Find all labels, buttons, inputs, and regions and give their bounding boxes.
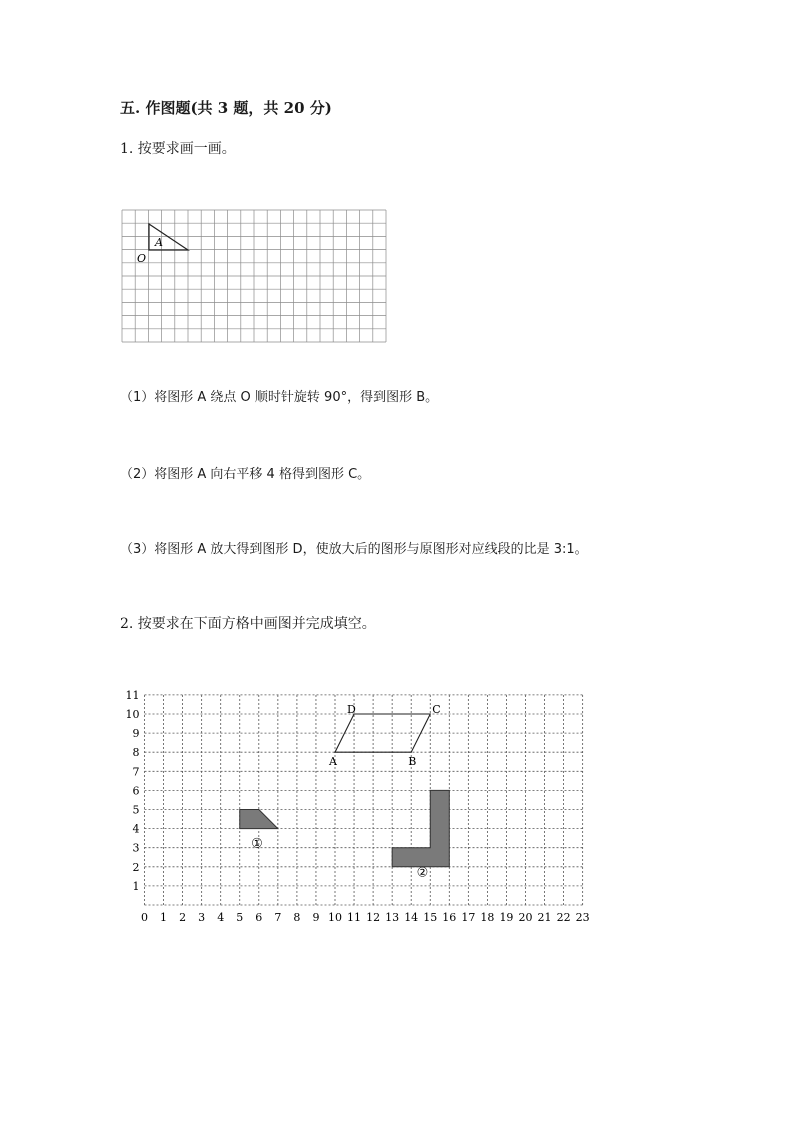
- x-tick-label: 17: [461, 911, 476, 924]
- x-tick-label: 11: [347, 911, 362, 924]
- task-1-rotate: （1）将图形 A 绕点 O 顺时针旋转 90°，得到图形 B。: [120, 390, 439, 405]
- x-tick-label: 5: [236, 911, 244, 924]
- vertex-c-label: C: [432, 703, 441, 716]
- task-2-translate: （2）将图形 A 向右平移 4 格得到图形 C。: [120, 467, 371, 482]
- origin-o-label: O: [137, 252, 147, 265]
- y-tick-label: 10: [125, 708, 140, 721]
- y-tick-label: 1: [132, 879, 140, 893]
- x-tick-label: 6: [255, 911, 263, 924]
- vertex-d-label: D: [347, 703, 356, 716]
- q1-grid-figure: [118, 206, 393, 348]
- y-tick-label: 3: [132, 841, 140, 855]
- y-axis-ticks: [126, 689, 140, 893]
- x-tick-label: 9: [312, 911, 320, 924]
- x-tick-label: 0: [141, 911, 148, 924]
- x-tick-label: 12: [366, 911, 381, 924]
- y-tick-label: 8: [132, 746, 140, 760]
- x-tick-label: 3: [198, 911, 206, 924]
- q2-grid-lines: [145, 695, 583, 905]
- shape-2-label: ②: [416, 865, 429, 881]
- x-tick-label: 8: [293, 911, 301, 924]
- x-tick-label: 2: [179, 911, 187, 924]
- y-tick-label: 2: [132, 860, 140, 874]
- x-tick-label: 23: [575, 911, 590, 924]
- q2-grid-figure: [120, 688, 595, 933]
- x-tick-label: 20: [518, 911, 533, 924]
- x-tick-label: 22: [556, 911, 571, 924]
- y-tick-label: 5: [132, 803, 140, 817]
- x-tick-label: 16: [442, 911, 457, 924]
- section-title: 五. 作图题(共 3 题，共 20 分): [120, 99, 332, 117]
- x-tick-label: 14: [404, 911, 419, 924]
- x-tick-label: 21: [537, 911, 552, 924]
- shape-1: [240, 810, 278, 829]
- vertex-b-label: B: [408, 755, 417, 769]
- y-tick-label: 7: [132, 765, 140, 779]
- x-tick-label: 4: [217, 911, 225, 924]
- x-axis-ticks: [141, 911, 590, 924]
- x-tick-label: 10: [328, 911, 342, 924]
- x-tick-label: 15: [423, 911, 438, 924]
- q1-grid-lines: [122, 210, 386, 342]
- y-tick-label: 4: [132, 822, 140, 836]
- task-3-enlarge: （3）将图形 A 放大得到图形 D，使放大后的图形与原图形对应线段的比是 3:1。: [120, 542, 588, 557]
- triangle-a-label: A: [155, 236, 163, 249]
- question-1-prompt: 1. 按要求画一画。: [120, 141, 236, 157]
- x-tick-label: 19: [499, 911, 514, 924]
- x-tick-label: 13: [385, 911, 400, 924]
- y-tick-label: 6: [132, 784, 140, 798]
- vertex-a-label: A: [329, 755, 337, 769]
- x-tick-label: 18: [480, 911, 495, 924]
- y-tick-label: 11: [125, 688, 140, 702]
- x-tick-label: 7: [274, 911, 282, 924]
- shape-1-label: ①: [251, 836, 263, 852]
- y-tick-label: 9: [132, 727, 140, 741]
- x-tick-label: 1: [160, 911, 168, 924]
- question-2-prompt: 2. 按要求在下面方格中画图并完成填空。: [120, 616, 376, 632]
